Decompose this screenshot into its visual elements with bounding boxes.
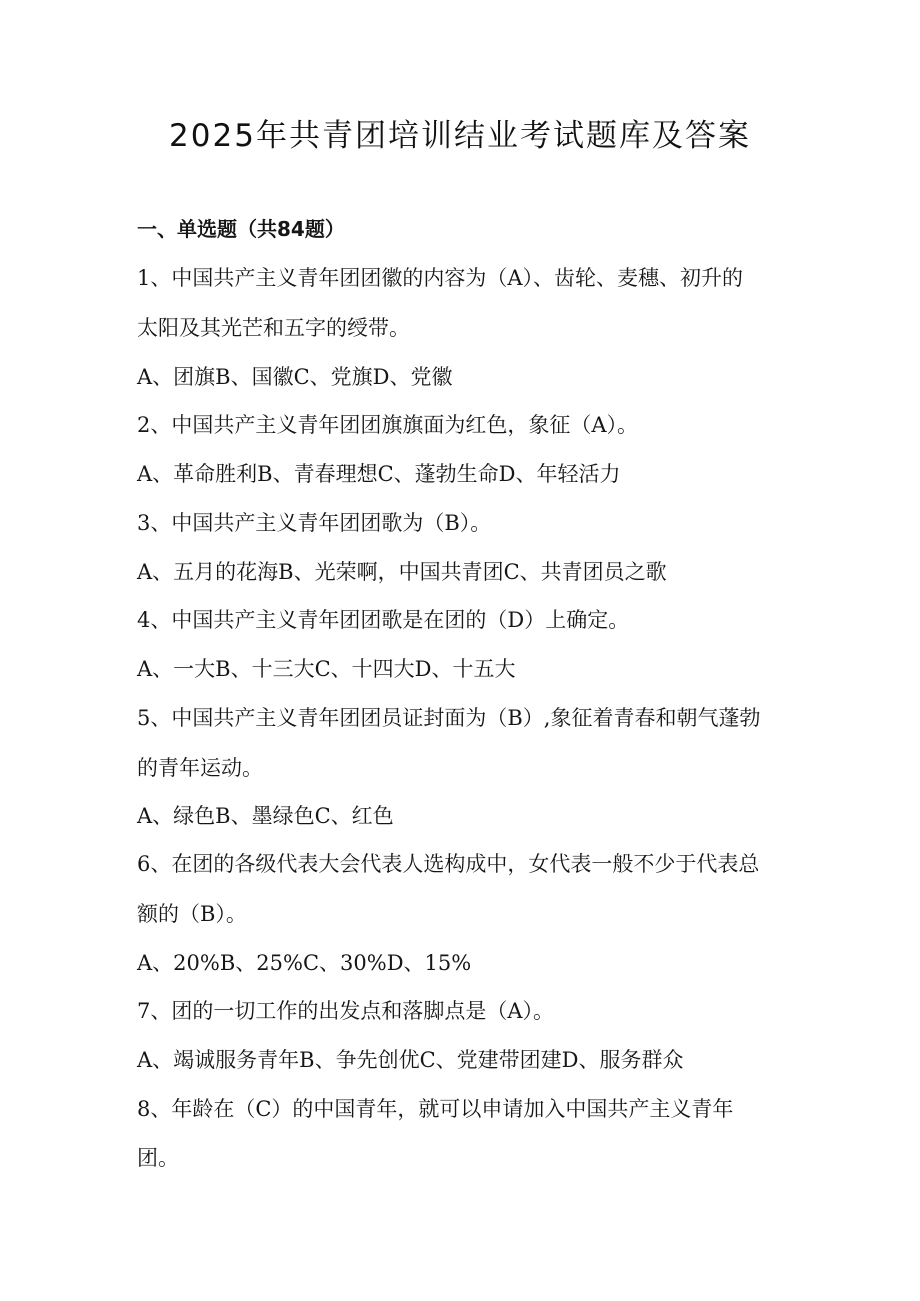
question-1-line-1: 1、中国共产主义青年团团徽的内容为（A）、齿轮、麦穗、初升的 — [137, 266, 744, 290]
question-4-line-1: 4、中国共产主义青年团团歌是在团的（D）上确定。 — [137, 608, 630, 632]
question-6-line-1: 6、在团的各级代表大会代表人选构成中，女代表一般不少于代表总 — [137, 852, 760, 876]
question-6-options: A、20%B、25%C、30%D、15% — [137, 951, 472, 975]
document-title: 2025年共青团培训结业考试题库及答案 — [169, 118, 751, 154]
question-1-options: A、团旗B、国徽C、党旗D、党徽 — [137, 365, 453, 389]
question-4-options: A、一大B、十三大C、十四大D、十五大 — [137, 657, 516, 681]
question-8-line-2: 团。 — [137, 1146, 179, 1170]
section-heading: 一、单选题（共84题） — [137, 217, 345, 241]
question-7-options: A、竭诚服务青年B、争先创优C、党建带团建D、服务群众 — [137, 1048, 684, 1072]
question-2-options: A、革命胜利B、青春理想C、蓬勃生命D、年轻活力 — [137, 462, 621, 486]
question-3-line-1: 3、中国共产主义青年团团歌为（B）。 — [137, 511, 492, 535]
question-7-line-1: 7、团的一切工作的出发点和落脚点是（A）。 — [137, 999, 555, 1023]
question-5-line-1: 5、中国共产主义青年团团员证封面为（B）,象征着青春和朝气蓬勃 — [137, 706, 761, 730]
question-6-line-2: 额的（B）。 — [137, 902, 247, 926]
question-2-line-1: 2、中国共产主义青年团团旗旗面为红色，象征（A）。 — [137, 413, 639, 437]
question-5-options: A、绿色B、墨绿色C、红色 — [137, 804, 394, 828]
question-3-options: A、五月的花海B、光荣啊，中国共青团C、共青团员之歌 — [137, 560, 667, 584]
question-8-line-1: 8、年龄在（C）的中国青年，就可以申请加入中国共产主义青年 — [137, 1097, 734, 1121]
question-5-line-2: 的青年运动。 — [137, 756, 263, 780]
question-1-line-2: 太阳及其光芒和五字的绶带。 — [137, 316, 410, 340]
